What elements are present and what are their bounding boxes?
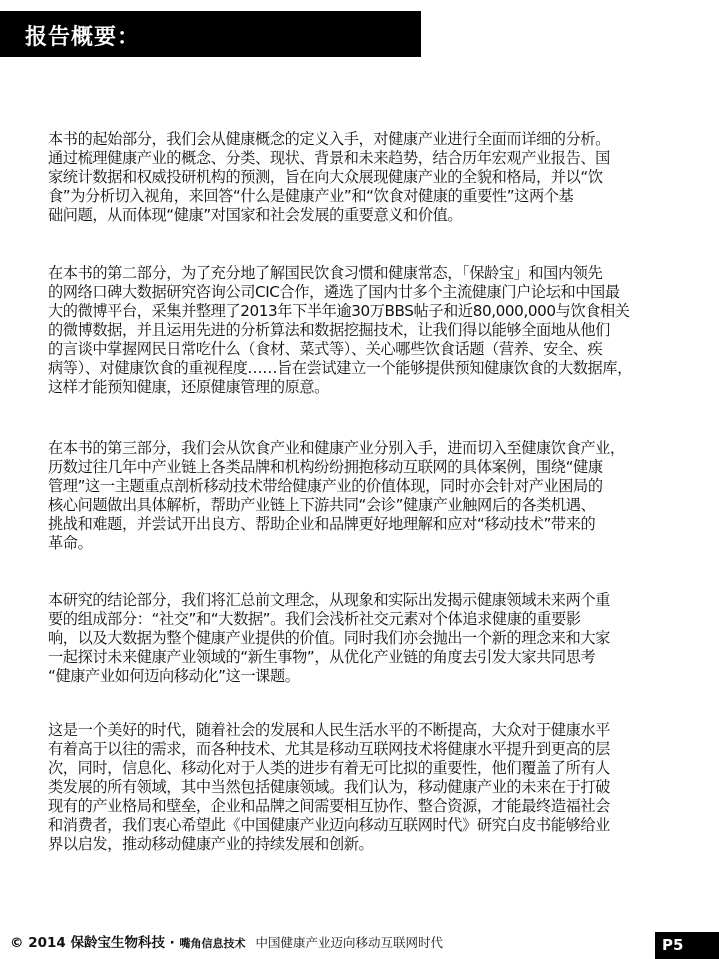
footer	[10, 931, 443, 951]
paragraph	[48, 439, 688, 553]
partner-company: 嘴角信息技术	[179, 937, 246, 950]
paragraph-line: 在本书的第三部分，我们会从饮食产业和健康产业分别入手，进而切入至健康饮食产业，	[48, 439, 625, 457]
paragraph-line: 病等）、对健康饮食的重视程度……旨在尝试建立一个能够提供预知健康饮食的大数据库，	[48, 359, 632, 377]
paragraph-line: 这样才能预知健康，还原健康管理的原意。	[48, 378, 329, 396]
page-number: P5	[655, 932, 719, 959]
paragraph-line: 本书的起始部分，我们会从健康概念的定义入手，对健康产业进行全面而详细的分析。	[48, 130, 610, 148]
paragraph-line: 的网络口碑大数据研究咨询公司CIC合作，遴选了国内廿多个主流健康门户论坛和中国最	[48, 283, 620, 301]
paragraph-line: 本研究的结论部分，我们将汇总前文理念，从现象和实际出发揭示健康领域未来两个重	[48, 591, 610, 609]
paragraph-line: 界以启发，推动移动健康产业的持续发展和创新。	[48, 835, 374, 853]
paragraph-line: 大的微博平台，采集并整理了2013年下半年逾30万BBS帖子和近80,000,000与饮食相关	[48, 302, 630, 320]
paragraph	[48, 721, 688, 854]
paragraph-line: 和消费者，我们衷心希望此《中国健康产业迈向移动互联网时代》研究白皮书能够给业	[48, 816, 610, 834]
section-title-bar	[0, 11, 421, 57]
paragraph-line: 历数过往几年中产业链上各类品牌和机构纷纷拥抱移动互联网的具体案例，围绕“健康	[48, 458, 603, 476]
paragraph	[48, 591, 688, 686]
paragraph-line: 一起探讨未来健康产业领域的“新生事物”，从优化产业链的角度去引发大家共同思考	[48, 648, 596, 666]
section-title: 报告概要：	[25, 25, 141, 50]
paragraph-line: 有着高于以往的需求，而各种技术、尤其是移动互联网技术将健康水平提升到更高的层	[48, 740, 610, 758]
book-title: 中国健康产业迈向移动互联网时代	[255, 935, 444, 950]
paragraph-line: 础问题，从而体现“健康”对国家和社会发展的重要意义和价值。	[48, 206, 463, 224]
paragraph-line: 现有的产业格局和壁垒，企业和品牌之间需要相互协作、整合资源，才能最终造福社会	[48, 797, 610, 815]
paragraph-line: 通过梳理健康产业的概念、分类、现状、背景和未来趋势，结合历年宏观产业报告、国	[48, 149, 610, 167]
paragraph-line: 次，同时，信息化、移动化对于人类的进步有着无可比拟的重要性，他们覆盖了所有人	[48, 759, 610, 777]
paragraph-line: 响，以及大数据为整个健康产业提供的价值。同时我们亦会抛出一个新的理念来和大家	[48, 629, 610, 647]
copyright: © 2014 保龄宝生物科技 ·	[10, 935, 180, 951]
paragraph-line: 这是一个美好的时代，随着社会的发展和人民生活水平的不断提高，大众对于健康水平	[48, 721, 610, 739]
paragraph	[48, 264, 688, 397]
paragraph-line: 在本书的第二部分，为了充分地了解国民饮食习惯和健康常态，「保龄宝」和国内领先	[48, 264, 603, 282]
paragraph-line: 的微博数据，并且运用先进的分析算法和数据挖掘技术，让我们得以能够全面地从他们	[48, 321, 610, 339]
paragraph-line: 管理”这一主题重点剖析移动技术带给健康产业的价值体现，同时亦会针对产业困局的	[48, 477, 603, 495]
paragraph-line: 的言谈中掌握网民日常吃什么（食材、菜式等）、关心哪些饮食话题（营养、安全、疾	[48, 340, 603, 358]
paragraph-line: 要的组成部分：“社交”和“大数据”。我们会浅析社交元素对个体追求健康的重要影	[48, 610, 581, 628]
paragraph-line: 挑战和难题，并尝试开出良方、帮助企业和品牌更好地理解和应对“移动技术”带来的	[48, 515, 596, 533]
paragraph-line: 食”为分析切入视角，来回答“什么是健康产业”和“饮食对健康的重要性”这两个基	[48, 187, 574, 205]
paragraph-line: “健康产业如何迈向移动化”这一课题。	[48, 667, 300, 685]
paragraph-line: 类发展的所有领域，其中当然包括健康领域。我们认为，移动健康产业的未来在于打破	[48, 778, 610, 796]
paragraph-line: 家统计数据和权威投研机构的预测，旨在向大众展现健康产业的全貌和格局，并以“饮	[48, 168, 603, 186]
paragraph-line: 核心问题做出具体解析，帮助产业链上下游共同“会诊”健康产业触网后的各类机遇、	[48, 496, 596, 514]
paragraph-line: 革命。	[48, 534, 93, 552]
paragraph	[48, 130, 688, 225]
